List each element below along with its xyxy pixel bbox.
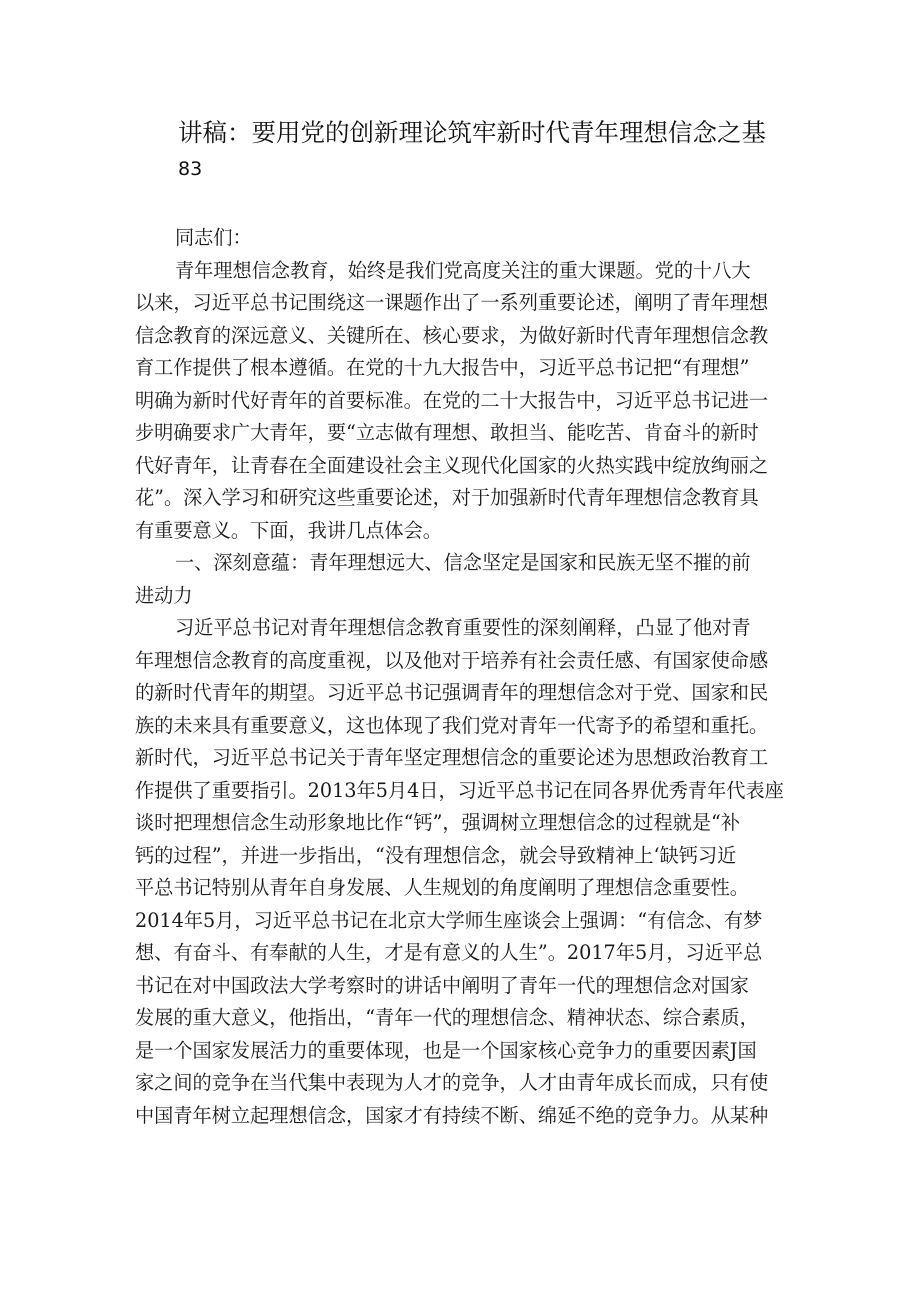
paragraph-line: 有重要意义。下面，我讲几点体会。 — [135, 518, 442, 542]
paragraph-line: 发展的重大意义，他指出，“青年一代的理想信念、精神状态、综合素质， — [135, 1006, 759, 1029]
paragraph-line: 作提供了重要指引。2013年5月4日，习近平总书记在同各界优秀青年代表座 — [135, 778, 784, 802]
greeting-line: 同志们： — [175, 226, 252, 249]
section-heading-line: 一、深刻意蕴：青年理想远大、信念坚定是国家和民族无坚不摧的前 — [175, 551, 751, 574]
paragraph-line: 花”。深入学习和研究这些重要论述，对于加强新时代青年理想信念教育具 — [135, 486, 759, 509]
paragraph-line: 族的未来具有重要意义，这也体现了我们党对青年一代寄予的希望和重托。 — [135, 713, 769, 737]
paragraph-line: 中国青年树立起理想信念，国家才有持续不断、绵延不绝的竞争力。从某种 — [135, 1103, 769, 1127]
paragraph-line: 明确为新时代好青年的首要标准。在党的二十大报告中，习近平总书记进一 — [135, 388, 769, 412]
paragraph-line: 习近平总书记对青年理想信念教育重要性的深刻阐释，凸显了他对青 — [175, 616, 751, 639]
paragraph-line: 代好青年，让青春在全面建设社会主义现代化国家的火热实践中绽放绚丽之 — [135, 453, 769, 477]
paragraph-line: 家之间的竞争在当代集中表现为人才的竞争，人才由青年成长而成，只有使 — [135, 1071, 769, 1094]
paragraph-line: 步明确要求广大青年，要“立志做有理想、敢担当、能吃苦、肯奋斗的新时 — [135, 421, 759, 444]
paragraph-line: 育工作提供了根本遵循。在党的十九大报告中，习近平总书记把“有理想” — [135, 356, 750, 379]
paragraph-line: 2014年5月，习近平总书记在北京大学师生座谈会上强调：“有信念、有梦 — [135, 908, 763, 932]
paragraph-line: 的新时代青年的期望。习近平总书记强调青年的理想信念对于党、国家和民 — [135, 681, 769, 704]
paragraph-line: 信念教育的深远意义、关键所在、核心要求，为做好新时代青年理想信念教 — [135, 323, 769, 347]
section-heading-line: 进动力 — [135, 583, 193, 607]
paragraph-line: 钙的过程”，并进一步指出，“没有理想信念，就会导致精神上‘缺钙习近 — [135, 843, 737, 867]
document-subtitle: 83 — [178, 158, 203, 180]
paragraph-line: 新时代，习近平总书记关于青年坚定理想信念的重要论述为思想政治教育工 — [135, 746, 769, 769]
paragraph-line: 书记在对中国政法大学考察时的讲话中阐明了青年一代的理想信念对国家 — [135, 973, 749, 997]
paragraph-line: 平总书记特别从青年自身发展、人生规划的角度阐明了理想信念重要性。 — [135, 876, 749, 899]
paragraph-line: 是一个国家发展活力的重要体现，也是一个国家核心竞争力的重要因素J国 — [135, 1038, 757, 1062]
paragraph-line: 以来，习近平总书记围绕这一课题作出了一系列重要论述，阐明了青年理想 — [135, 291, 769, 314]
paragraph-line: 谈时把理想信念生动形象地比作“钙”，强调树立理想信念的过程就是“补 — [135, 811, 741, 834]
document-body — [135, 222, 790, 1132]
paragraph-line: 想、有奋斗、有奉献的人生，才是有意义的人生”。2017年5月，习近平总 — [135, 941, 763, 964]
paragraph-line: 年理想信念教育的高度重视，以及他对于培养有社会责任感、有国家使命感 — [135, 648, 769, 672]
document-title: 讲稿：要用党的创新理论筑牢新时代青年理想信念之基 — [178, 118, 766, 147]
paragraph-line: 青年理想信念教育，始终是我们党高度关注的重大课题。党的十八大 — [175, 258, 751, 282]
